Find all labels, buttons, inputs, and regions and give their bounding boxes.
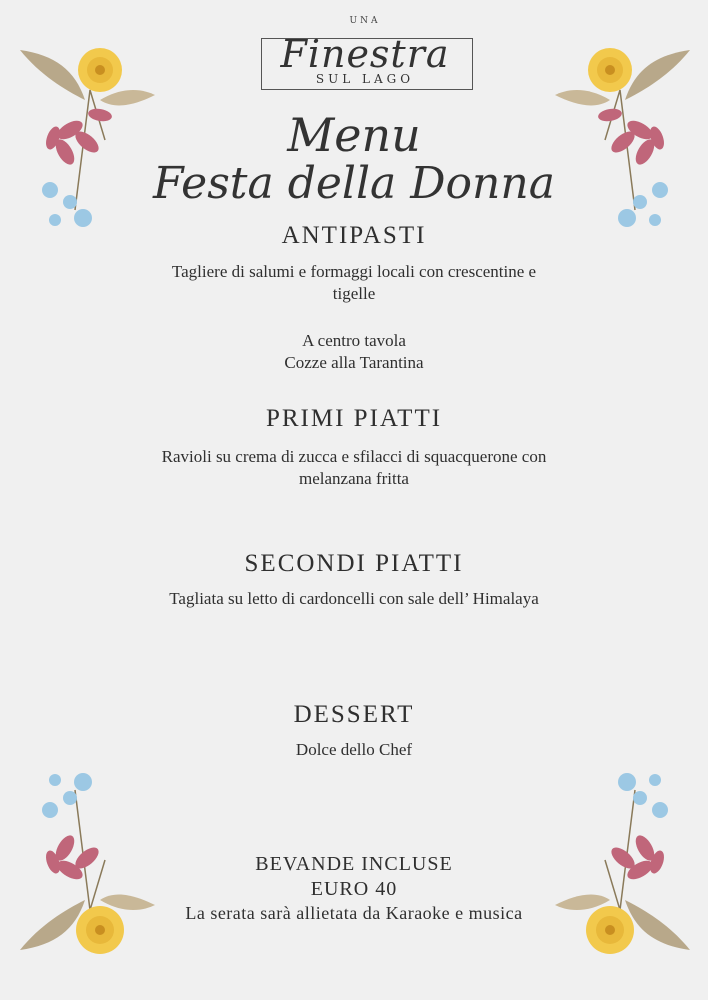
price: EURO 40 (310, 878, 398, 900)
menu-item: Dolce dello Chef (295, 740, 413, 759)
section-heading-secondi: SECONDI PIATTI (244, 550, 464, 577)
menu-item: A centro tavola (302, 331, 406, 350)
menu-item: Cozze alla Tarantina (284, 353, 424, 372)
menu-item: tigelle (332, 284, 376, 303)
menu-item: Tagliere di salumi e formaggi locali con crescentine e (171, 262, 537, 281)
floral-bouquet-icon (545, 30, 695, 240)
logo-sub-text: SUL LAGO (315, 72, 415, 86)
evening-note: La serata sarà allietata da Karaoke e musica (185, 903, 523, 923)
menu-subtitle: Festa della Donna (153, 158, 555, 209)
menu-item: melanzana fritta (299, 469, 409, 488)
floral-bouquet-icon (15, 30, 165, 240)
menu-title: Menu (287, 108, 421, 162)
menu-item: Ravioli su crema di zucca e sfilacci di squacquerone con (161, 447, 547, 466)
logo-main-text: Finestra (280, 32, 450, 76)
logo-una-text: UNA (349, 16, 381, 26)
floral-bouquet-icon (15, 750, 165, 970)
drinks-included: BEVANDE INCLUSE (255, 853, 453, 875)
menu-item: Tagliata su letto di cardoncelli con sale dell’ Himalaya (169, 589, 539, 608)
section-heading-primi: PRIMI PIATTI (265, 405, 443, 432)
logo (255, 12, 475, 92)
section-heading-dessert: DESSERT (293, 701, 415, 728)
floral-bouquet-icon (545, 750, 695, 970)
section-heading-antipasti: ANTIPASTI (281, 222, 427, 249)
